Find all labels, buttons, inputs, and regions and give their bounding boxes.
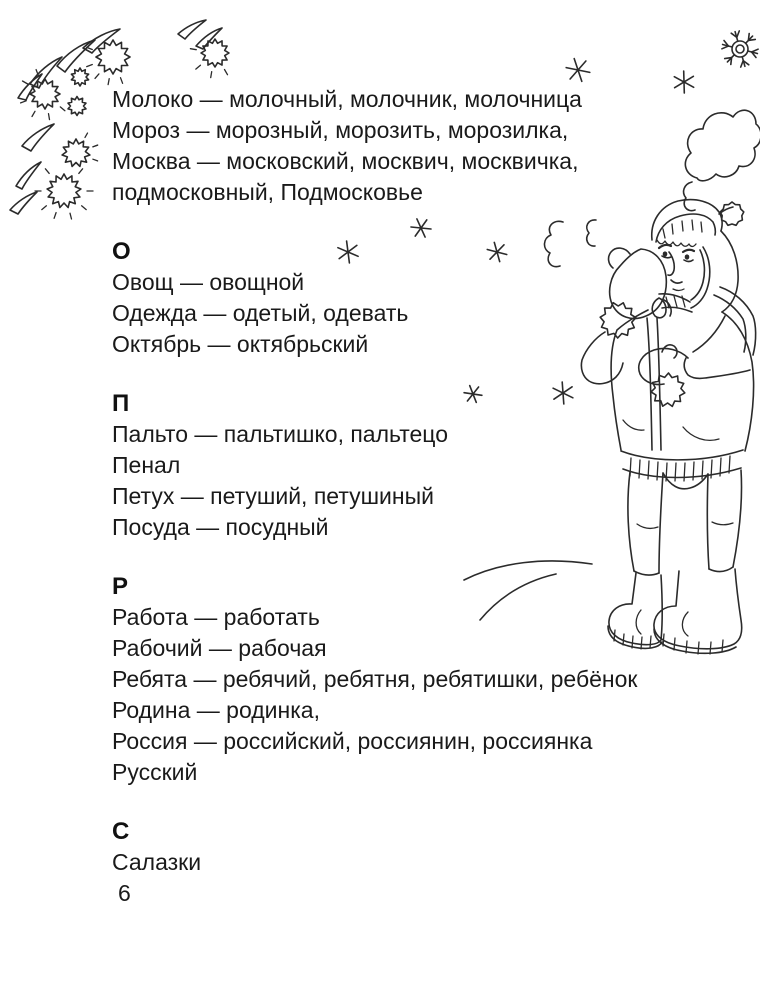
word-family-line: Салазки: [112, 849, 202, 875]
section-letter: П: [112, 390, 130, 417]
snowflake-icon: [566, 59, 590, 82]
word-family-line: Ребята — ребячий, ребятня, ребятишки, ребёнок: [112, 666, 638, 692]
pompom: [720, 202, 744, 225]
word-family-line: Русский: [112, 759, 198, 785]
word-family-line: Одежда — одетый, одевать: [112, 300, 409, 326]
word-family-line: Овощ — овощной: [112, 269, 305, 295]
word-family-line: Родина — родинка,: [112, 697, 320, 723]
section-letter: О: [112, 238, 131, 265]
word-family-line: Работа — работать: [112, 604, 320, 630]
section-o: [112, 236, 712, 360]
word-family-block-m: [112, 84, 712, 208]
word-family-line: подмосковный, Подмосковье: [112, 179, 423, 205]
page-number: 6: [118, 880, 131, 906]
word-family-line: Молоко — молочный, молочник, молочница: [112, 86, 582, 112]
section-letter: Р: [112, 573, 129, 600]
word-family-line: Москва — московский, москвич, москвичка,: [112, 148, 579, 174]
word-family-line: Пальто — пальтишко, пальтецо: [112, 421, 448, 447]
word-family-line: Россия — российский, россиянин, россиянка: [112, 728, 593, 754]
word-family-line: Пенал: [112, 452, 181, 478]
branched-snowflake-icon: [722, 31, 758, 67]
page-text: [112, 84, 712, 909]
section-s: [112, 816, 712, 909]
word-family-line: Рабочий — рабочая: [112, 635, 327, 661]
word-family-line: Посуда — посудный: [112, 514, 329, 540]
word-family-line: Мороз — морозный, морозить, морозилка,: [112, 117, 569, 143]
section-r: [112, 571, 712, 788]
section-letter: С: [112, 818, 130, 845]
word-family-line: Петух — петуший, петушиный: [112, 483, 434, 509]
section-p: [112, 388, 712, 543]
word-family-line: Октябрь — октябрьский: [112, 331, 369, 357]
